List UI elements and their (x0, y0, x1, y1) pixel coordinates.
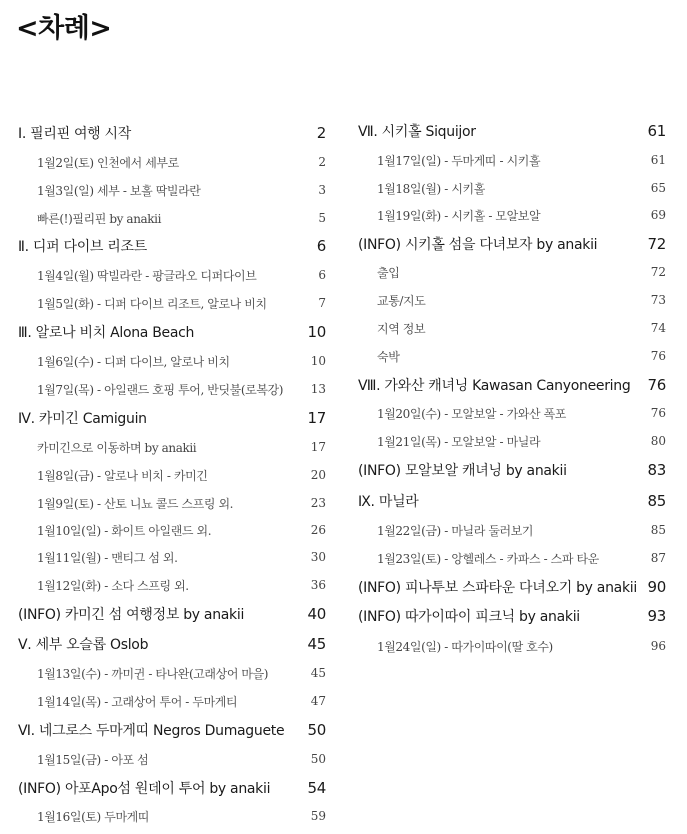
toc-page-number: 72 (647, 235, 666, 253)
toc-entry[interactable] (18, 292, 326, 314)
toc-entry-title: Ⅸ. 마닐라 (358, 494, 419, 510)
toc-page-number: 85 (647, 492, 666, 510)
toc-page-number: 76 (650, 349, 666, 363)
toc-entry-title: 1월4일(월) 딱빌라란 - 팡글라오 디퍼다이브 (37, 268, 257, 283)
toc-entry[interactable] (18, 264, 326, 286)
toc-entry-title: 교통/지도 (377, 293, 426, 308)
toc-page-number: 50 (307, 721, 326, 739)
toc-section-heading[interactable] (18, 235, 326, 257)
toc-section-heading[interactable] (18, 407, 326, 429)
toc-page-number: 45 (310, 666, 326, 680)
toc-entry-title: 1월10일(일) - 화이트 아일랜드 외. (37, 523, 212, 538)
toc-page-number: 17 (307, 409, 326, 427)
toc-page-number: 23 (310, 496, 326, 510)
toc-entry-title: 1월12일(화) - 소다 스프링 외. (37, 578, 189, 593)
toc-entry-title: (INFO) 모알보알 캐녀닝 by anakii (358, 463, 567, 479)
toc-section-heading[interactable] (358, 490, 666, 512)
toc-page-number: 65 (650, 181, 666, 195)
toc-entry-title: Ⅴ. 세부 오슬롭 Oslob (18, 637, 149, 653)
toc-entry[interactable] (18, 378, 326, 400)
toc-entry-title: (INFO) 카미긴 섬 여행정보 by anakii (18, 607, 245, 623)
toc-entry[interactable] (358, 345, 666, 367)
toc-section-heading[interactable] (358, 459, 666, 481)
toc-entry-title: Ⅶ. 시키홀 Siquijor (358, 124, 476, 140)
toc-entry-title: 1월21일(목) - 모알보알 - 마닐라 (377, 434, 541, 449)
toc-entry[interactable] (358, 519, 666, 541)
toc-entry-title: 1월24일(일) - 따가이따이(딸 호수) (377, 639, 553, 654)
toc-entry[interactable] (358, 317, 666, 339)
toc-entry[interactable] (358, 149, 666, 171)
toc-entry[interactable] (358, 289, 666, 311)
toc-page-number: 61 (650, 153, 666, 167)
toc-page-number: 2 (318, 155, 326, 169)
toc-page-number: 20 (310, 468, 326, 482)
toc-entry[interactable] (18, 492, 326, 514)
toc-page-number: 54 (307, 779, 326, 797)
toc-entry-title: 1월16일(토) 두마게띠 (37, 809, 150, 824)
toc-entry[interactable] (358, 177, 666, 199)
toc-entry-title: 1월7일(목) - 아일랜드 호핑 투어, 반딧불(로복강) (37, 382, 284, 397)
toc-entry-title: 카미긴으로 이동하며 by anakii (37, 440, 197, 455)
toc-entry-title: 1월14일(목) - 고래상어 투어 - 두마게티 (37, 694, 238, 709)
toc-entry-title: 1월22일(금) - 마닐라 둘러보기 (377, 523, 534, 538)
toc-entry[interactable] (358, 204, 666, 226)
toc-entry-title: Ⅳ. 카미긴 Camiguin (18, 411, 147, 427)
toc-entry-title: (INFO) 아포Apo섬 원데이 투어 by anakii (18, 781, 271, 797)
toc-entry[interactable] (18, 464, 326, 486)
toc-entry[interactable] (18, 546, 326, 568)
toc-entry-title: 1월15일(금) - 아포 섬 (37, 752, 149, 767)
toc-section-heading[interactable] (18, 603, 326, 625)
toc-page-number: 3 (318, 183, 326, 197)
toc-entry-title: 숙박 (377, 349, 400, 364)
toc-section-heading[interactable] (18, 633, 326, 655)
toc-page-number: 5 (318, 211, 326, 225)
toc-entry-title: Ⅷ. 가와산 캐녀닝 Kawasan Canyoneering (358, 378, 631, 394)
toc-entry-title: Ⅲ. 알로나 비치 Alona Beach (18, 325, 195, 341)
toc-entry-title: 1월13일(수) - 까미귄 - 타나완(고래상어 마을) (37, 666, 269, 681)
toc-entry[interactable] (18, 207, 326, 229)
toc-page-number: 74 (650, 321, 666, 335)
toc-page-number: 69 (650, 208, 666, 222)
toc-page-number: 47 (310, 694, 326, 708)
toc-entry-title: 1월11일(월) - 맨티그 섬 외. (37, 550, 178, 565)
toc-entry-title: Ⅵ. 네그로스 두마게띠 Negros Dumaguete (18, 723, 285, 739)
toc-entry-title: Ⅰ. 필리핀 여행 시작 (18, 126, 131, 142)
toc-page-number: 83 (647, 461, 666, 479)
toc-entry[interactable] (18, 519, 326, 541)
toc-page-number: 93 (647, 607, 666, 625)
toc-page-number: 36 (310, 578, 326, 592)
toc-section-heading[interactable] (358, 233, 666, 255)
toc-entry-title: Ⅱ. 디퍼 다이브 리조트 (18, 239, 147, 255)
toc-page-number: 87 (650, 551, 666, 565)
toc-entry-title: 1월23일(토) - 앙헬레스 - 카파스 - 스파 타운 (377, 551, 599, 566)
toc-section-heading[interactable] (18, 719, 326, 741)
page-title: <차례> (16, 13, 112, 44)
toc-entry-title: (INFO) 피나투보 스파타운 다녀오기 by anakii (358, 580, 637, 596)
toc-section-heading[interactable] (18, 122, 326, 144)
toc-entry-title: 출입 (377, 265, 400, 280)
toc-entry[interactable] (358, 547, 666, 569)
toc-page-number: 40 (307, 605, 326, 623)
toc-page-number: 45 (307, 635, 326, 653)
toc-entry-title: 1월18일(월) - 시키홀 (377, 181, 485, 196)
toc-entry-title: 1월20일(수) - 모알보알 - 가와산 폭포 (377, 406, 566, 421)
toc-entry-title: 1월5일(화) - 디퍼 다이브 리조트, 알로나 비치 (37, 296, 267, 311)
toc-entry[interactable] (358, 430, 666, 452)
toc-entry-title: 1월9일(토) - 산토 니뇨 콜드 스프링 외. (37, 496, 234, 511)
toc-entry[interactable] (18, 574, 326, 596)
toc-entry[interactable] (18, 690, 326, 712)
toc-entry[interactable] (18, 662, 326, 684)
toc-section-heading[interactable] (358, 374, 666, 396)
toc-entry-title: 1월6일(수) - 디퍼 다이브, 알로나 비치 (37, 354, 230, 369)
toc-entry-title: 1월3일(일) 세부 - 보홀 딱빌라란 (37, 183, 201, 198)
toc-page-number: 30 (310, 550, 326, 564)
toc-page-number: 85 (650, 523, 666, 537)
toc-page-number: 59 (310, 809, 326, 823)
toc-entry[interactable] (18, 179, 326, 201)
toc-section-heading[interactable] (358, 605, 666, 627)
toc-entry[interactable] (358, 261, 666, 283)
toc-page-number: 96 (650, 639, 666, 653)
toc-page-number: 76 (647, 376, 666, 394)
toc-section-heading[interactable] (18, 321, 326, 343)
toc-entry[interactable] (18, 805, 326, 827)
toc-entry[interactable] (358, 635, 666, 657)
toc-page-number: 6 (316, 237, 326, 255)
toc-entry-title: 1월17일(일) - 두마게띠 - 시키홀 (377, 153, 541, 168)
toc-page-number: 10 (310, 354, 326, 368)
toc-page-number: 10 (307, 323, 326, 341)
toc-page-number: 6 (318, 268, 326, 282)
toc-page-number: 50 (310, 752, 326, 766)
toc-entry-title: 1월8일(금) - 알로나 비치 - 카미긴 (37, 468, 208, 483)
toc-entry-title: (INFO) 시키홀 섬을 다녀보자 by anakii (358, 237, 598, 253)
toc-section-heading[interactable] (358, 120, 666, 142)
toc-entry[interactable] (18, 748, 326, 770)
toc-page-number: 90 (647, 578, 666, 596)
toc-section-heading[interactable] (358, 576, 666, 598)
toc-page-number: 72 (650, 265, 666, 279)
toc-page-number: 2 (316, 124, 326, 142)
toc-entry[interactable] (18, 350, 326, 372)
toc-entry-title: 지역 정보 (377, 321, 426, 336)
toc-page-number: 80 (650, 434, 666, 448)
toc-page-number: 61 (647, 122, 666, 140)
toc-entry[interactable] (358, 402, 666, 424)
toc-page-number: 73 (650, 293, 666, 307)
toc-entry[interactable] (18, 151, 326, 173)
toc-page-number: 26 (310, 523, 326, 537)
toc-entry-title: 빠른(!)필리핀 by anakii (37, 211, 162, 226)
toc-entry-title: 1월19일(화) - 시키홀 - 모알보알 (377, 208, 541, 223)
toc-entry-title: 1월2일(토) 인천에서 세부로 (37, 155, 179, 170)
toc-page-number: 76 (650, 406, 666, 420)
toc-page-number: 17 (310, 440, 326, 454)
toc-section-heading[interactable] (18, 777, 326, 799)
toc-entry-title: (INFO) 따가이따이 피크닉 by anakii (358, 609, 580, 625)
toc-page-number: 13 (310, 382, 326, 396)
toc-entry[interactable] (18, 436, 326, 458)
toc-page-number: 7 (318, 296, 326, 310)
